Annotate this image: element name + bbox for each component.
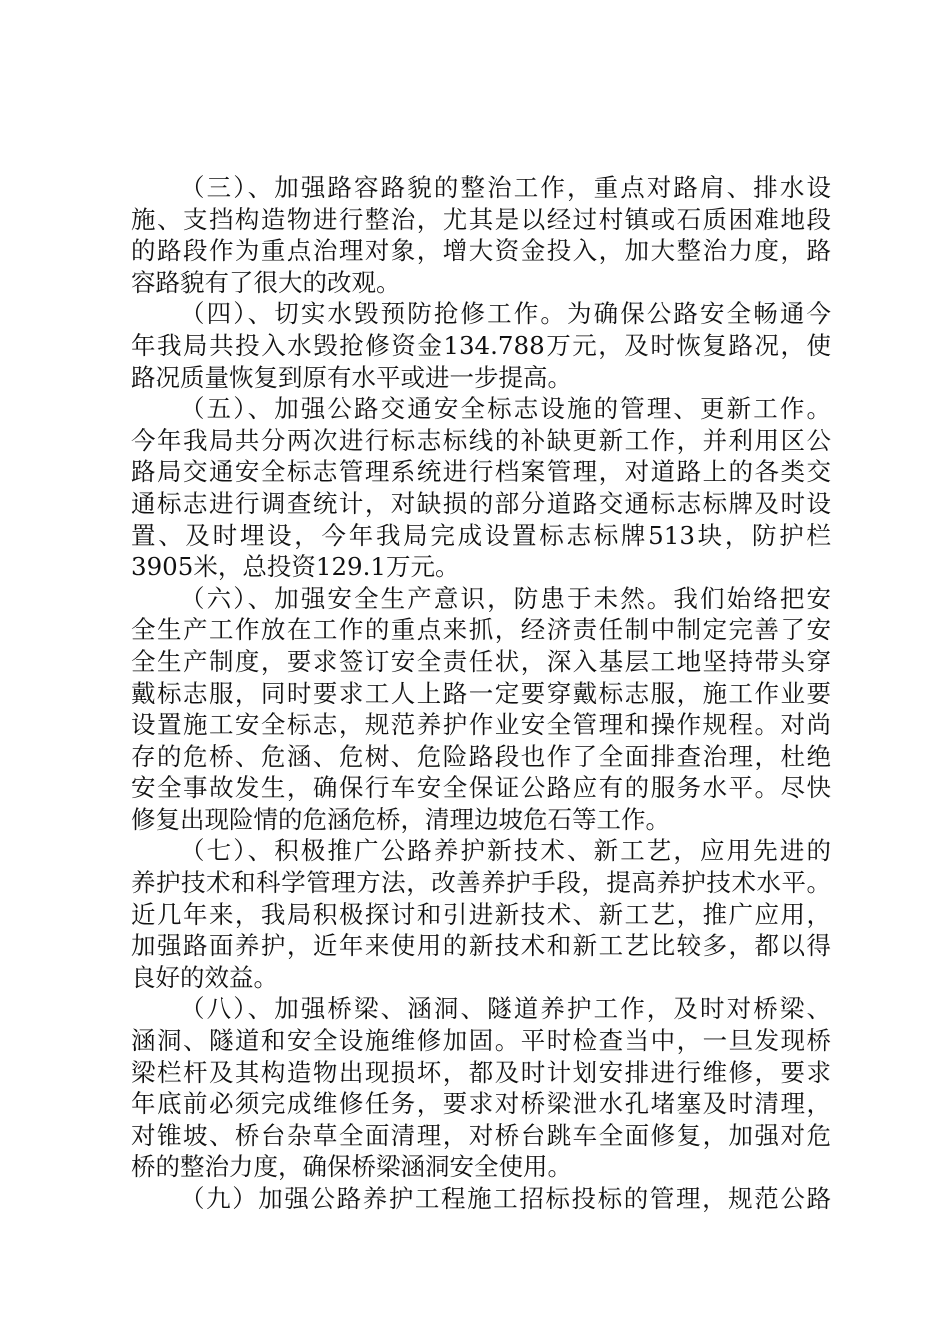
text-line: 年底前必须完成维修任务，要求对桥梁泄水孔堵塞及时清理， (131, 1089, 831, 1119)
paragraph-4 (131, 298, 831, 393)
text-line: 路况质量恢复到原有水平或进一步提高。 (131, 362, 572, 392)
text-line: （六）、加强安全生产意识，防患于未然。我们始络把安 (180, 583, 831, 613)
text-line: （九）加强公路养护工程施工招标投标的管理，规范公路 (180, 1184, 831, 1213)
paragraph-6 (131, 583, 831, 836)
text-line: 设置施工安全标志，规范养护作业安全管理和操作规程。对尚 (131, 710, 831, 740)
text-line: （五）、加强公路交通安全标志设施的管理、更新工作。 (180, 394, 831, 424)
text-line: （四）、切实水毁预防抢修工作。为确保公路安全畅通今 (180, 299, 831, 329)
text-line: 加强路面养护，近年来使用的新技术和新工艺比较多，都以得 (131, 931, 831, 961)
paragraph-9 (131, 1183, 831, 1215)
text-line: 涵洞、隧道和安全设施维修加固。平时检查当中，一旦发现桥 (131, 1026, 831, 1056)
text-line: 安全事故发生，确保行车安全保证公路应有的服务水平。尽快 (131, 773, 831, 803)
paragraph-3 (131, 172, 831, 298)
text-line: 施、支挡构造物进行整治，尤其是以经过村镇或石质困难地段 (131, 204, 831, 234)
paragraph-7 (131, 835, 831, 993)
text-line: 对锥坡、桥台杂草全面清理，对桥台跳车全面修复，加强对危 (131, 1120, 831, 1150)
text-line: 通标志进行调查统计，对缺损的部分道路交通标志标牌及时设 (131, 488, 831, 518)
text-line: 良好的效益。 (131, 962, 278, 992)
text-line: 年我局共投入水毁抢修资金134.788万元，及时恢复路况，使 (131, 330, 831, 360)
text-line: 全生产工作放在工作的重点来抓，经济责任制中制定完善了安 (131, 615, 831, 645)
text-line: 的路段作为重点治理对象，增大资金投入，加大整治力度，路 (131, 236, 831, 266)
document-body (131, 172, 831, 1215)
text-line: 桥的整治力度，确保桥梁涵洞安全使用。 (131, 1152, 572, 1182)
text-line: 全生产制度，要求签订安全责任状，深入基层工地坚持带头穿 (131, 646, 831, 676)
paragraph-8 (131, 993, 831, 1183)
text-line: 3905米，总投资129.1万元。 (131, 552, 460, 582)
text-line: 养护技术和科学管理方法，改善养护手段，提高养护技术水平。 (131, 868, 831, 898)
text-line: 戴标志服，同时要求工人上路一定要穿戴标志服，施工作业要 (131, 678, 831, 708)
text-line: （三）、加强路容路貌的整治工作，重点对路肩、排水设 (180, 173, 831, 202)
text-line: （七）、积极推广公路养护新技术、新工艺，应用先进的 (180, 836, 831, 866)
text-line: 梁栏杆及其构造物出现损坏，都及时计划安排进行维修，要求 (131, 1057, 831, 1087)
text-line: 存的危桥、危涵、危树、危险路段也作了全面排查治理，杜绝 (131, 741, 831, 771)
text-line: 路局交通安全标志管理系统进行档案管理，对道路上的各类交 (131, 457, 831, 487)
text-line: 容路貌有了很大的改观。 (131, 267, 401, 297)
text-line: 近几年来，我局积极探讨和引进新技术、新工艺，推广应用， (131, 899, 831, 929)
text-line: （八）、加强桥梁、涵洞、隧道养护工作，及时对桥梁、 (180, 994, 831, 1024)
text-line: 今年我局共分两次进行标志标线的补缺更新工作，并利用区公 (131, 425, 831, 455)
paragraph-5 (131, 393, 831, 583)
text-line: 置、及时埋设，今年我局完成设置标志标牌513块，防护栏 (131, 520, 831, 550)
text-line: 修复出现险情的危涵危桥，清理边坡危石等工作。 (131, 804, 670, 834)
